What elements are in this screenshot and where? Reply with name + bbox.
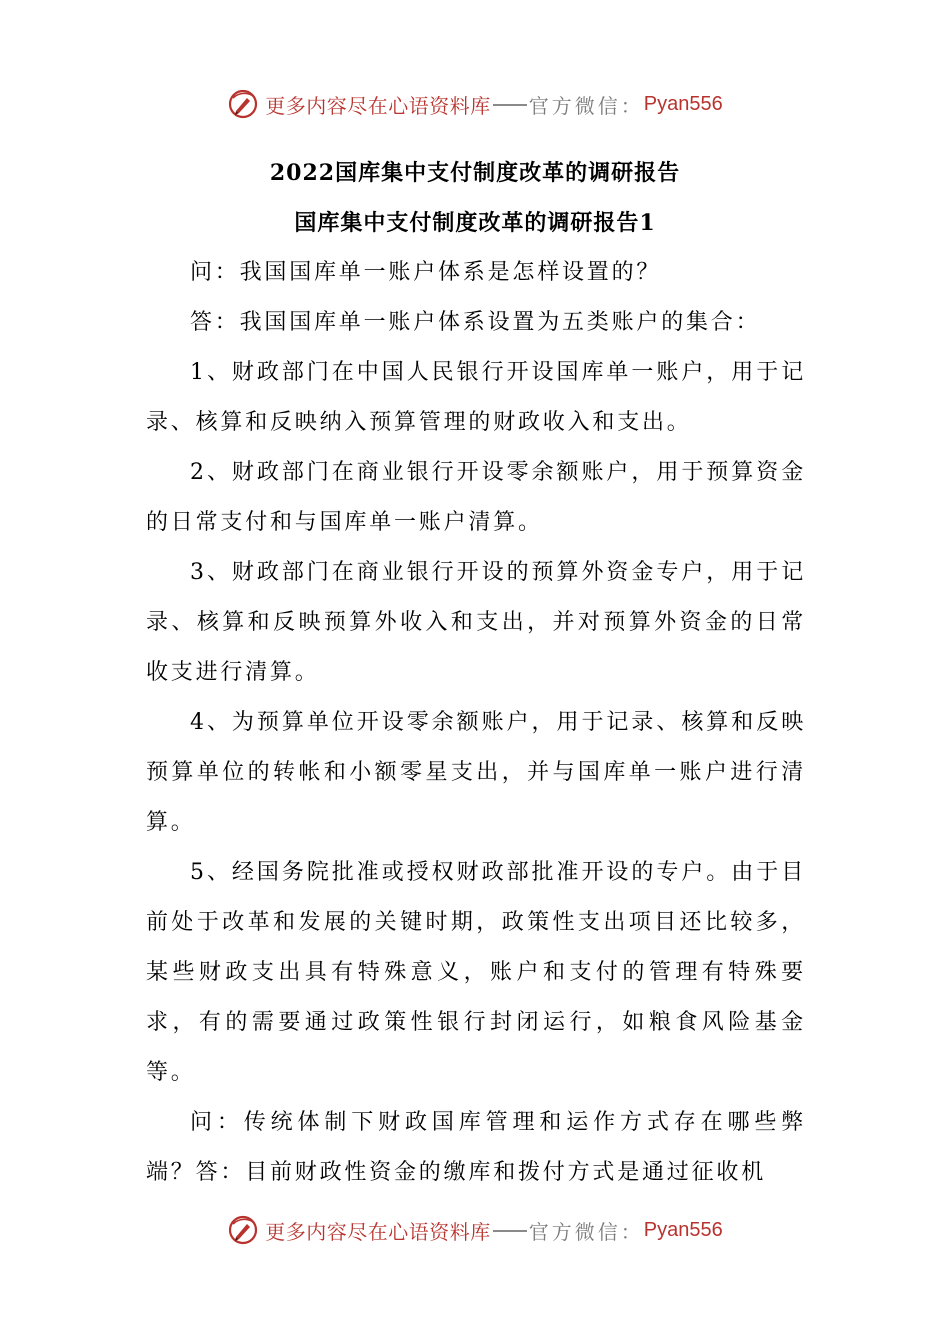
paragraph-question-1: 问：我国国库单一账户体系是怎样设置的？ [190,260,662,285]
document-subtitle: 国库集中支付制度改革的调研报告1 [294,210,656,236]
banner-brand-text: 更多内容尽在心语资料库 [265,1219,491,1244]
banner-wechat-label: 官方微信： [528,1219,644,1244]
footer-banner [0,1210,950,1250]
banner-dash [493,104,527,106]
header-banner [0,84,950,124]
banner-wechat-label: 官方微信： [528,93,644,118]
paragraph-answer-1: 答：我国国库单一账户体系设置为五类账户的集合： [190,310,761,335]
banner-wechat-id: Pyan556 [643,1218,723,1241]
paragraph-question-2: 问：传统体制下财政国库管理和运作方式存在哪些弊端？答：目前财政性资金的缴库和拨付方式是通过征收机 [146,1110,806,1185]
banner-brand-text: 更多内容尽在心语资料库 [265,93,491,118]
paragraph-item-1: 1、财政部门在中国人民银行开设国库单一账户，用于记录、核算和反映纳入预算管理的财政收入和支出。 [146,360,806,435]
paragraph-item-4: 4、为预算单位开设零余额账户，用于记录、核算和反映预算单位的转帐和小额零星支出，并与国库单一账户进行清算。 [146,710,806,835]
document-title: 2022国库集中支付制度改革的调研报告 [269,160,681,186]
paragraph-item-3: 3、财政部门在商业银行开设的预算外资金专户，用于记录、核算和反映预算外收入和支出，并对预算外资金的日常收支进行清算。 [146,560,806,685]
pen-logo-icon [227,88,259,120]
pen-logo-icon [227,1214,259,1246]
paragraph-item-2: 2、财政部门在商业银行开设零余额账户，用于预算资金的日常支付和与国库单一账户清算。 [146,460,806,535]
document-body [146,248,806,1198]
paragraph-item-5: 5、经国务院批准或授权财政部批准开设的专户。由于目前处于改革和发展的关键时期，政策性支出项目还比较多，某些财政支出具有特殊意义，账户和支付的管理有特殊要求，有的需要通过政策性银行封闭运行，如粮食风险基金等。 [146,860,806,1085]
banner-dash [493,1230,527,1232]
banner-wechat-id: Pyan556 [643,92,723,115]
